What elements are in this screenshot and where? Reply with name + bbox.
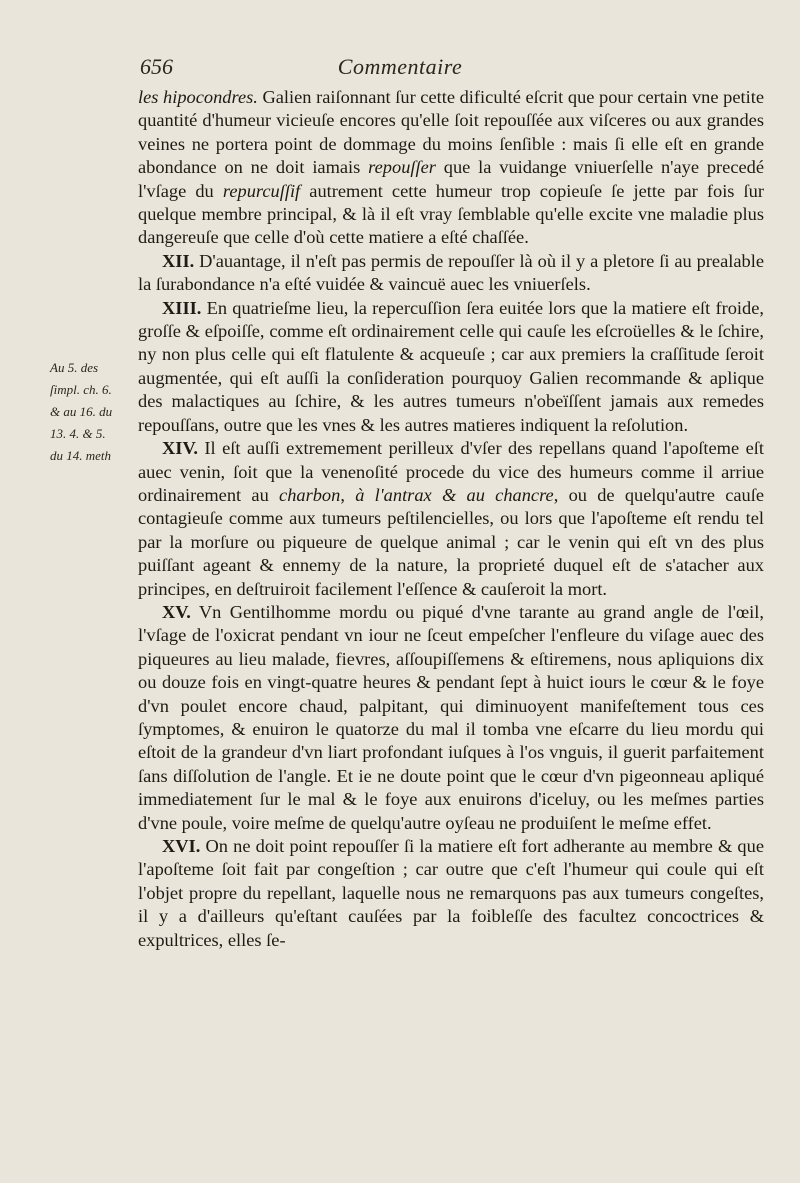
italic-run: charbon [279, 484, 341, 505]
section-number: XIII. [162, 297, 202, 318]
section-number: XVI. [162, 836, 201, 856]
text-run: D'auantage, il n'eſt pas permis de repouſſer là où il y a pletore ſi au prealable la ſurabondance n'a eſté vuidée & vaincuë auec les vniuerſels. [138, 250, 764, 295]
section-number: XII. [162, 250, 195, 271]
marginal-note-line: du 14. meth [50, 448, 112, 463]
page-header [0, 54, 800, 84]
text-run: Vn Gentilhomme mordu ou piqué d'vne tarante au grand angle de l'œil, l'vſage de l'oxicrat pendant vn iour ne ſceut empeſcher l'enfleure du viſage auec des piqueures au lieu malade, fievres, aſſoupiſſemens & eſtiremens, nous apliquions dix ou douze fois en vingt-quatre heures & pendant ſept à huict iours le cœur & le foye d'vn poulet encore chaud, palpitant, qui diminuoyent manifeſtement tous ces ſymptomes, & enuiron le quatorze du mal il tomba vne eſcarre du lieu mordu qui eſtoit de la grandeur d'vn liart profondant iuſques à l'os vnguis, il guerit parfaitement ſans diſſolution de l'angle. Et ie ne doute point que le cœur d'vn pigeonneau apliqué immediatement ſur le mal & le foye aux enuirons d'iceluy, ou les meſmes parties d'vne poule, voire meſme de quelqu'autre oyſeau ne produiſent le meſme effet. [138, 601, 764, 833]
italic-run: les hipocondres. [138, 87, 258, 107]
text-run: Galien raiſonnant ſur cette dificulté eſcrit que pour certain vne petite quantité d'humeur vicieuſe encores qu'elle ſoit repouſſée aux viſceres ou aux grandes veines ne portera point de dommage du moins ſenſible : mais ſi elle eſt en grande abondance on ne doit iamais [138, 87, 764, 178]
running-title: Commentaire [337, 54, 463, 79]
section-number: XIV. [162, 438, 198, 459]
section-number: XV. [162, 601, 191, 622]
text-run: autrement cette humeur trop copieuſe ſe jette par fois ſur quelque membre principal, & là il eſt vray ſemblable qu'elle excite vne maladie plus dangereuſe que celle d'où cette matiere a eſté chaſſée. [138, 180, 764, 248]
paragraph [138, 601, 764, 835]
text-run: , ou de quelqu'autre cauſe contagieuſe comme aux tumeurs peſtilencielles, ou lors que l'apoſteme eſt rendu tel par la morſure ou piqueure de quelque animal ; car le venin qui eſt vn des plus puiſſant ageant & ennemy de la nature, la proprieté duquel eſt de s'atacher aux principes, en deſtruiroit facilement l'eſſence & cauſeroit la mort. [138, 484, 765, 599]
marginal-note-line: ſimpl. ch. 6. [50, 382, 112, 397]
marginal-note-line: & au 16. du [50, 404, 113, 419]
paragraph [138, 437, 764, 601]
marginal-note-line: Au 5. des [50, 360, 99, 375]
italic-run: à l'antrax & au chancre [355, 484, 554, 505]
italic-run: repouſſer [368, 157, 436, 178]
paragraph [138, 86, 764, 250]
paragraph [138, 250, 764, 297]
body-text [138, 86, 764, 952]
marginal-note [50, 357, 146, 467]
text-run: que la vuidange vniuerſelle n'aye precedé l'vſage du [138, 157, 765, 201]
italic-run: repurcuſſif [222, 180, 301, 201]
text-run: Il eſt auſſi extremement perilleux d'vſer des repellans quand l'apoſteme eſt auec venin, ſoit que la venenoſité procede du vice des humeurs comme il arriue ordinairement au [138, 438, 764, 505]
paragraph [138, 835, 764, 952]
marginal-note-line: 13. 4. & 5. [50, 426, 106, 441]
text-run: On ne doit point repouſſer ſi la matiere eſt fort adherante au membre & que l'apoſteme ſoit fait par congeſtion ; car outre que c'eſt l'humeur qui coule qui eſt l'objet propre du repellant, laquelle nous ne remarquons pas aux tumeurs congeſtes, il y a d'ailleurs qu'eſtant cauſées par la foibleſſe des facultez concoctrices & expultrices, elles ſe- [138, 836, 764, 950]
text-run: En quatrieſme lieu, la repercuſſion ſera euitée lors que la matiere eſt froide, groſſe & eſpoiſſe, comme eſt ordinairement celle qui cauſe les eſcroüelles & le ſchire, ny non plus celle qui eſt flatulente & acqueuſe ; car aux premiers la craſſitude ſeroit augmentée, qui eſt auſſi la conſideration pourquoy Galien recommande & aplique des malactiques au ſchire, & les autres tumeurs n'obeïſſent jamais aux remedes repouſſans, outre que les vnes & les autres matieres indiquent la reſolution. [138, 297, 764, 435]
page-number: 656 [140, 54, 173, 79]
paragraph [138, 297, 764, 437]
text-run: , [340, 484, 356, 505]
